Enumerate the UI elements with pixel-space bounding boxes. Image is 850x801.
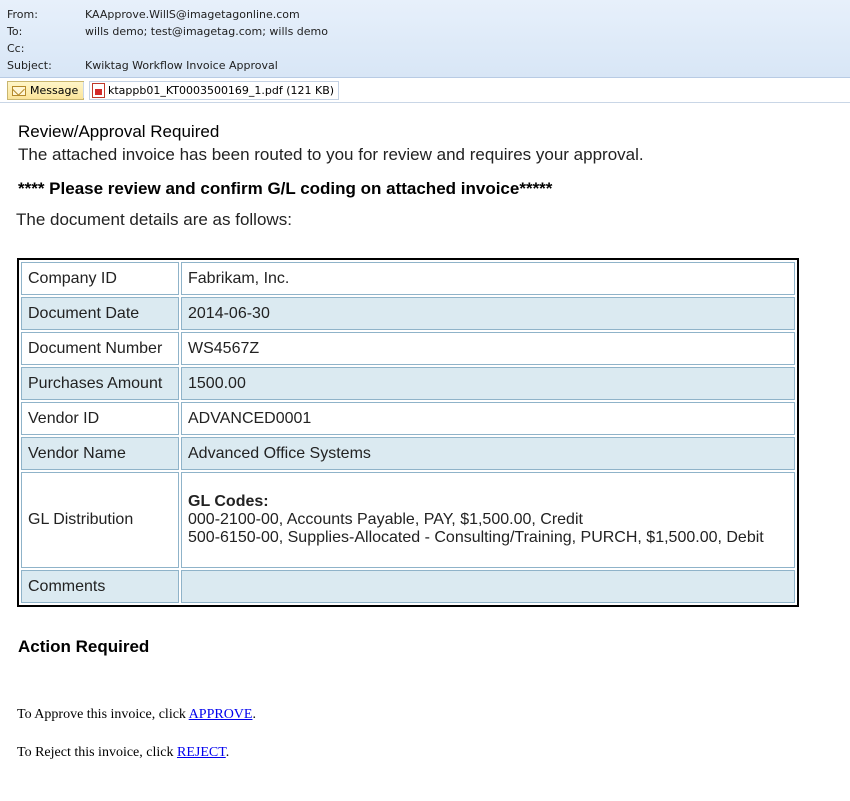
purchases-amount-value: 1500.00 xyxy=(181,367,795,400)
to-value[interactable]: wills demo; test@imagetag.com; wills demo xyxy=(85,25,328,38)
vendor-name-value: Advanced Office Systems xyxy=(181,437,795,470)
reject-link[interactable]: REJECT xyxy=(176,745,226,760)
subject-value: Kwiktag Workflow Invoice Approval xyxy=(85,59,278,72)
intro-text: The attached invoice has been routed to you for review and requires your approval. xyxy=(18,145,644,164)
approve-line xyxy=(17,707,256,723)
table-row xyxy=(21,262,795,295)
action-required-heading: Action Required xyxy=(18,637,150,656)
to-label: To: xyxy=(7,25,23,38)
document-date-label: Document Date xyxy=(21,297,179,330)
table-row xyxy=(21,437,795,470)
attachment-label: ktappb01_KT0003500169_1.pdf (121 KB) xyxy=(108,84,335,97)
from-label: From: xyxy=(7,8,38,21)
reject-line xyxy=(17,745,229,761)
message-button[interactable] xyxy=(7,81,84,100)
cc-label: Cc: xyxy=(7,42,25,55)
document-number-label: Document Number xyxy=(21,332,179,365)
purchases-amount-label: Purchases Amount xyxy=(21,367,179,400)
vendor-id-value: ADVANCED0001 xyxy=(181,402,795,435)
gl-line-debit: 500-6150-00, Supplies-Allocated - Consulting/Training, PURCH, $1,500.00, Debit xyxy=(188,529,764,546)
document-number-value: WS4567Z xyxy=(181,332,795,365)
comments-value xyxy=(181,570,795,603)
approve-prefix: To Approve this invoice, click xyxy=(17,707,189,722)
page-title: Review/Approval Required xyxy=(18,122,220,141)
details-intro: The document details are as follows: xyxy=(16,210,292,229)
gl-codes-heading: GL Codes: xyxy=(188,493,269,510)
subject-label: Subject: xyxy=(7,59,52,72)
approve-link[interactable]: APPROVE xyxy=(188,707,253,722)
from-value[interactable]: KAApprove.WillS@imagetagonline.com xyxy=(85,8,300,21)
vendor-id-label: Vendor ID xyxy=(21,402,179,435)
pdf-icon xyxy=(92,83,105,98)
table-row xyxy=(21,297,795,330)
reject-suffix: . xyxy=(225,745,230,760)
document-date-value: 2014-06-30 xyxy=(181,297,795,330)
gl-line-credit: 000-2100-00, Accounts Payable, PAY, $1,500.00, Credit xyxy=(188,511,583,528)
comments-label: Comments xyxy=(21,570,179,603)
gl-distribution-value xyxy=(181,472,795,568)
envelope-icon xyxy=(12,86,26,96)
pdf-attachment[interactable] xyxy=(89,81,339,100)
table-row xyxy=(21,570,795,603)
table-row xyxy=(21,402,795,435)
divider xyxy=(83,82,84,98)
message-label: Message xyxy=(30,84,79,97)
message-body xyxy=(18,121,838,230)
company-id-label: Company ID xyxy=(21,262,179,295)
approve-suffix: . xyxy=(252,707,256,722)
table-row xyxy=(21,367,795,400)
gl-distribution-label: GL Distribution xyxy=(21,472,179,568)
document-details-table xyxy=(17,258,799,607)
company-id-value: Fabrikam, Inc. xyxy=(181,262,795,295)
attachment-bar xyxy=(0,78,850,103)
gl-notice: **** Please review and confirm G/L coding on attached invoice***** xyxy=(18,179,553,198)
table-row xyxy=(21,472,795,568)
vendor-name-label: Vendor Name xyxy=(21,437,179,470)
message-header xyxy=(0,0,850,78)
table-row xyxy=(21,332,795,365)
reject-prefix: To Reject this invoice, click xyxy=(17,745,177,760)
